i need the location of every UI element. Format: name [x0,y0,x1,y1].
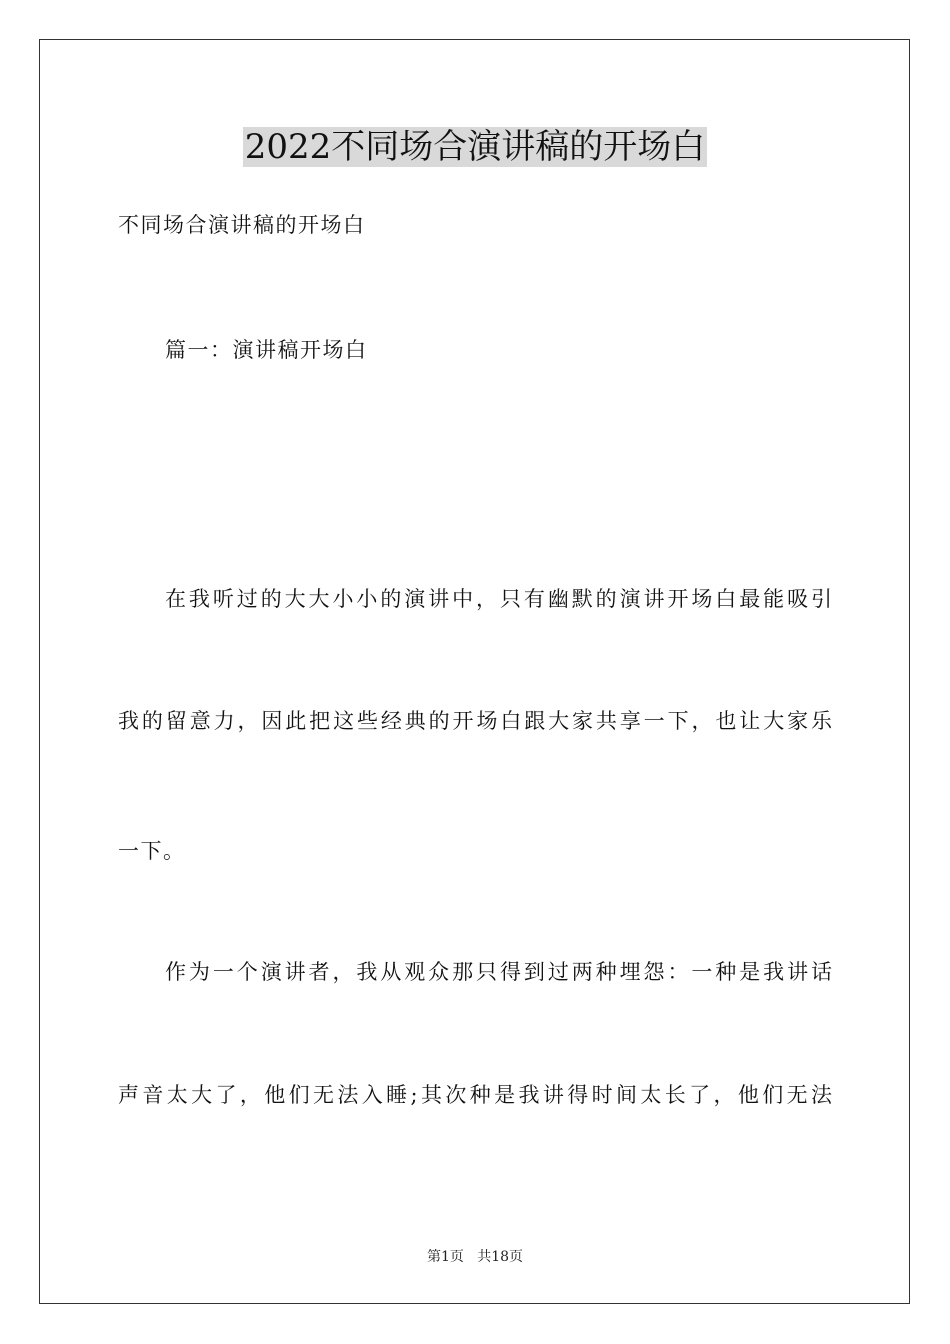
document-title [0,124,950,170]
paragraph-1-line-1: 在我听过的大大小小的演讲中，只有幽默的演讲开场白最能吸引 [165,587,832,611]
paragraph-1-line-2: 我的留意力，因此把这些经典的开场白跟大家共享一下，也让大家乐 [118,709,832,733]
section-heading: 篇一：演讲稿开场白 [165,338,368,362]
paragraph-2-line-1: 作为一个演讲者，我从观众那只得到过两种埋怨：一种是我讲话 [165,960,832,984]
document-subtitle: 不同场合演讲稿的开场白 [118,213,366,237]
paragraph-2-line-2: 声音太大了，他们无法入睡;其次种是我讲得时间太长了，他们无法 [118,1083,832,1107]
paragraph-1-line-3: 一下。 [118,839,186,863]
page-indicator: 第1页 共18页 [426,1249,524,1265]
document-title-text: 2022不同场合演讲稿的开场白 [244,127,706,167]
